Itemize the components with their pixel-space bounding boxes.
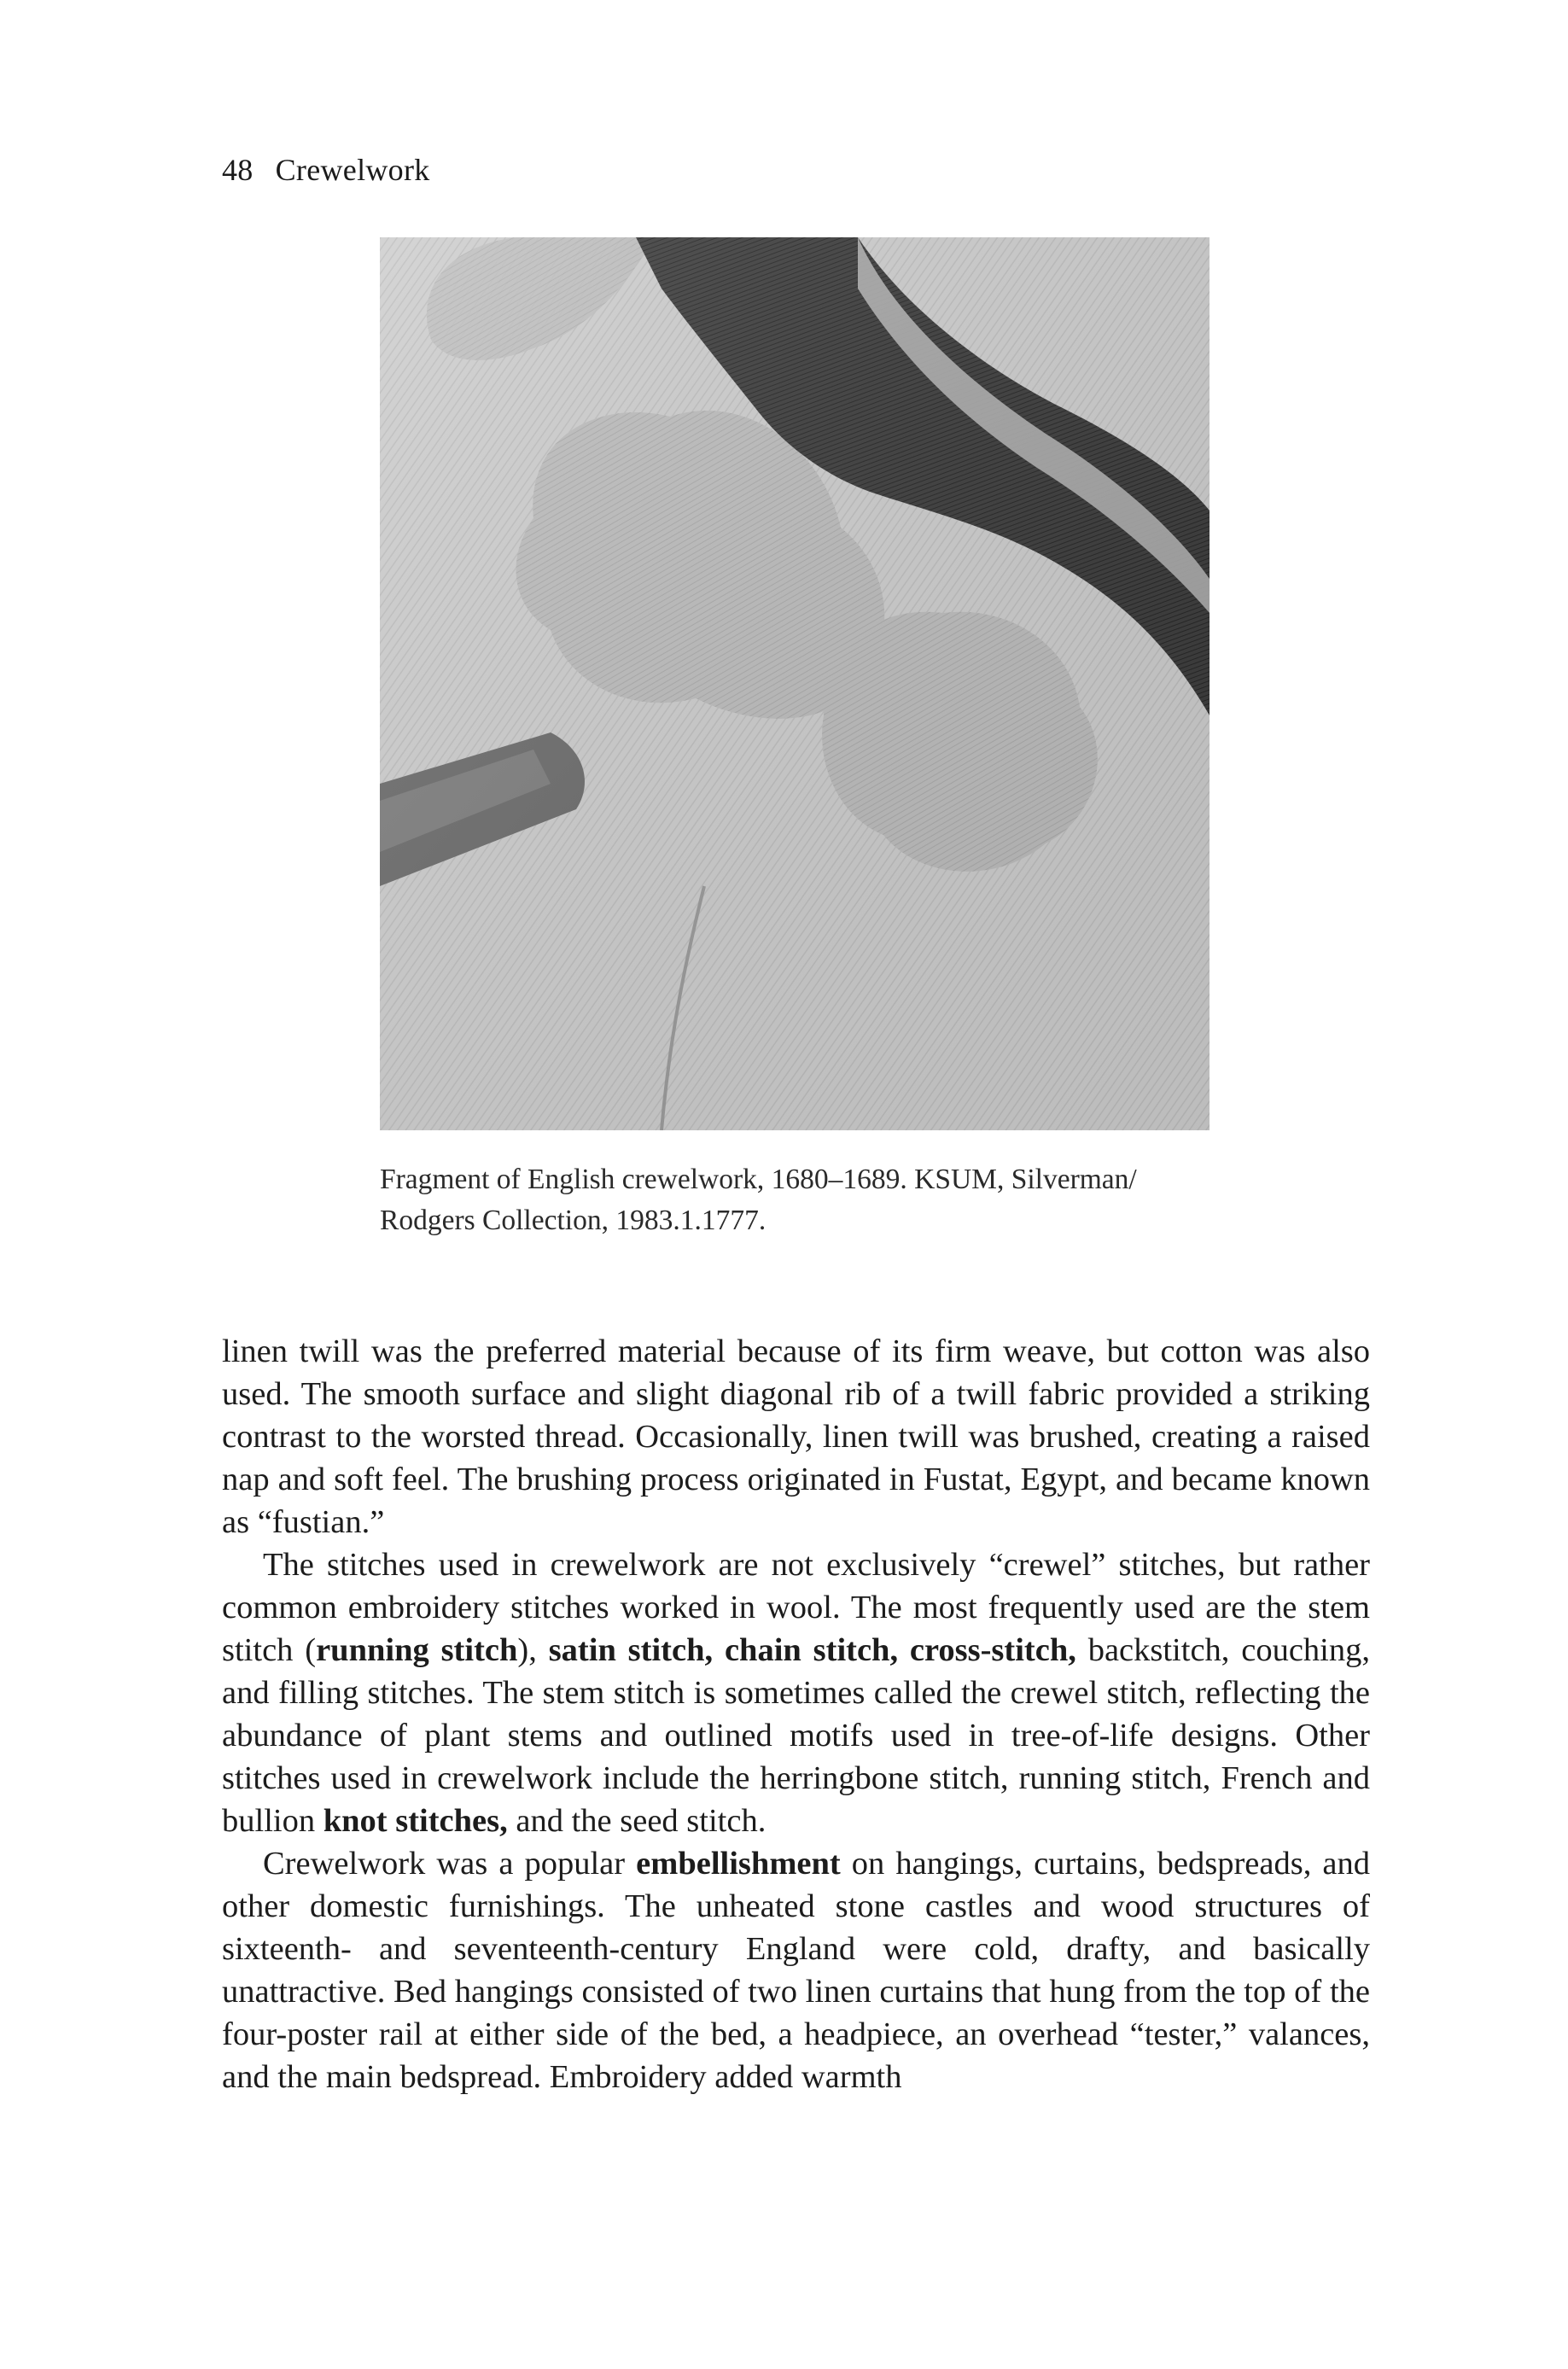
- caption-line: Fragment of English crewelwork, 1680–1689. KSUM, Silverman/: [380, 1164, 1137, 1195]
- body-text: [222, 1330, 1370, 2098]
- text-run: Crewelwork was a popular: [263, 1846, 637, 1882]
- running-head: [222, 152, 430, 188]
- text-run: on hangings, curtains, bedspreads, and other domestic furnishings. The unheated stone castles and wood structures of sixteenth- and seventeenth-century England were cold, drafty, and basically unattractive. Bed hangings consisted of two linen curtains that hung from the top of the four-poster rail at either side of the bed, a headpiece, an overhead “tester,” valances, and the main bedspread. Embroidery added warmth: [222, 1846, 1370, 2095]
- paragraph: [222, 1842, 1370, 2098]
- text-run: The stitches used in crewelwork are not exclusively “crewel” stitches, but rather common embroidery stitches worked in wool. The most frequently used are the stem stitch (: [222, 1547, 1370, 1668]
- crewelwork-photo: [380, 237, 1210, 1130]
- glossary-term: knot stitches,: [323, 1803, 508, 1839]
- text-run: and the seed stitch.: [507, 1803, 767, 1839]
- text-run: backstitch, couching, and filling stitches. The stem stitch is sometimes called the crewel stitch, reflecting the abundance of plant stems and outlined motifs used in tree-of-life designs. Other stitches used in crewelwork include the herringbone stitch, running stitch, French and bullion: [222, 1632, 1370, 1839]
- glossary-term: running stitch: [316, 1632, 518, 1668]
- text-run: linen twill was the preferred material because of its firm weave, but cotton was also used. The smooth surface and slight diagonal rib of a twill fabric provided a striking contrast to the worsted thread. Occasionally, linen twill was brushed, creating a raised nap and soft feel. The brushing process originated in Fustat, Egypt, and became known as “fustian.”: [222, 1333, 1370, 1540]
- page-number: 48: [222, 153, 254, 187]
- figure-caption: [380, 1159, 1216, 1241]
- glossary-term: satin stitch, chain stitch, cross-stitch,: [548, 1632, 1076, 1668]
- text-run: ),: [517, 1632, 549, 1668]
- running-title: Crewelwork: [275, 153, 430, 187]
- paragraph: [222, 1543, 1370, 1842]
- paragraph: [222, 1330, 1370, 1543]
- glossary-term: embellishment: [636, 1846, 841, 1882]
- caption-line: Rodgers Collection, 1983.1.1777.: [380, 1205, 767, 1236]
